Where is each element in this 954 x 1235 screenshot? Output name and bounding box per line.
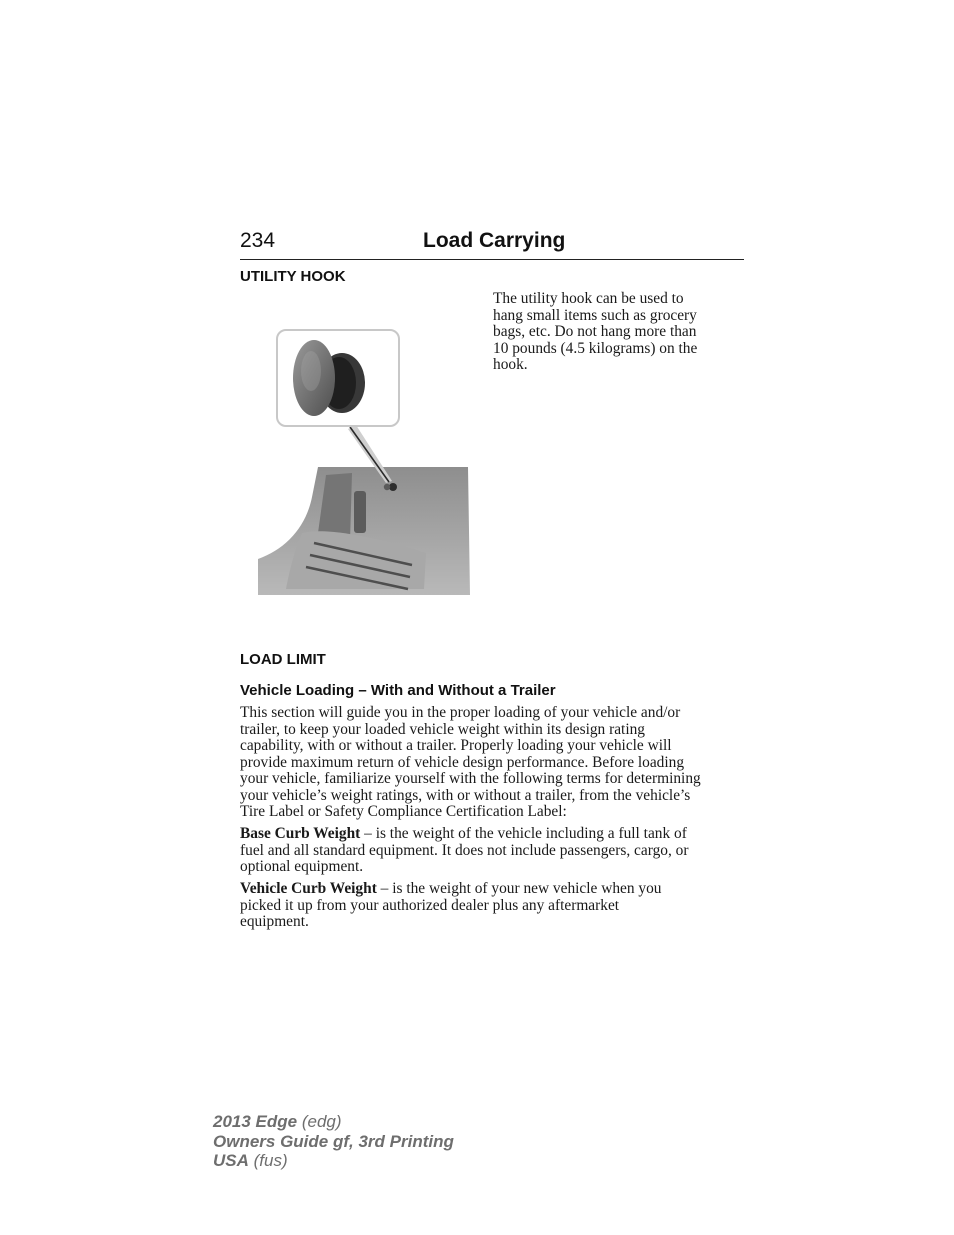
text-line: trailer, to keep your loaded vehicle weight within its design rating — [240, 720, 645, 738]
text-line: hang small items such as grocery — [493, 306, 697, 324]
load-limit-heading: LOAD LIMIT — [240, 651, 326, 668]
utility-hook-illustration — [256, 327, 472, 599]
page-title: Load Carrying — [423, 229, 566, 252]
text-line: capability, with or without a trailer. Properly loading your vehicle will — [240, 737, 672, 754]
page-header — [240, 229, 744, 260]
base-curb-weight-definition — [240, 826, 750, 876]
text-line: fuel and all standard equipment. It does not include passengers, cargo, or — [240, 841, 689, 859]
text-line: your vehicle’s weight ratings, with or without a trailer, from the vehicle’s — [240, 786, 691, 804]
footer-market-code: (fus) — [253, 1151, 288, 1170]
utility-hook-heading: UTILITY HOOK — [240, 268, 346, 285]
text-line: equipment. — [240, 913, 309, 930]
hook-callout — [277, 330, 399, 426]
vehicle-curb-weight-term: Vehicle Curb Weight — [240, 880, 377, 897]
text-line: bags, etc. Do not hang more than — [493, 323, 697, 340]
text-line: – is the weight of the vehicle including a full tank of — [360, 825, 687, 842]
footer-guide-line — [213, 1132, 454, 1152]
footer-guide: Owners Guide gf, 3rd Printing — [213, 1131, 454, 1151]
footer-market: USA — [213, 1151, 249, 1170]
footer-model: 2013 Edge — [213, 1112, 298, 1131]
text-line: 10 pounds (4.5 kilograms) on the — [493, 339, 698, 357]
footer-market-line — [213, 1151, 454, 1171]
text-line: optional equipment. — [240, 858, 364, 875]
text-line: – is the weight of your new vehicle when you — [376, 880, 662, 897]
text-line: The utility hook can be used to — [493, 290, 684, 307]
footer-model-code: (edg) — [301, 1112, 342, 1131]
page-footer — [213, 1112, 454, 1171]
text-line: provide maximum return of vehicle design performance. Before loading — [240, 753, 685, 771]
page-number: 234 — [240, 229, 276, 252]
utility-hook-description — [493, 291, 733, 374]
text-line: hook. — [493, 356, 528, 373]
load-limit-intro — [240, 705, 750, 821]
vehicle-curb-weight-definition — [240, 881, 750, 931]
text-line: This section will guide you in the proper loading of your vehicle and/or — [240, 704, 681, 721]
text-line: your vehicle, familiarize yourself with the following terms for determining — [240, 770, 701, 787]
text-line: Tire Label or Safety Compliance Certification Label: — [240, 803, 567, 820]
cargo-panel — [258, 467, 470, 595]
base-curb-weight-term: Base Curb Weight — [240, 825, 361, 842]
text-line: picked it up from your authorized dealer plus any aftermarket — [240, 896, 620, 914]
vehicle-loading-subheading: Vehicle Loading – With and Without a Trailer — [240, 682, 556, 699]
footer-model-line — [213, 1112, 454, 1132]
